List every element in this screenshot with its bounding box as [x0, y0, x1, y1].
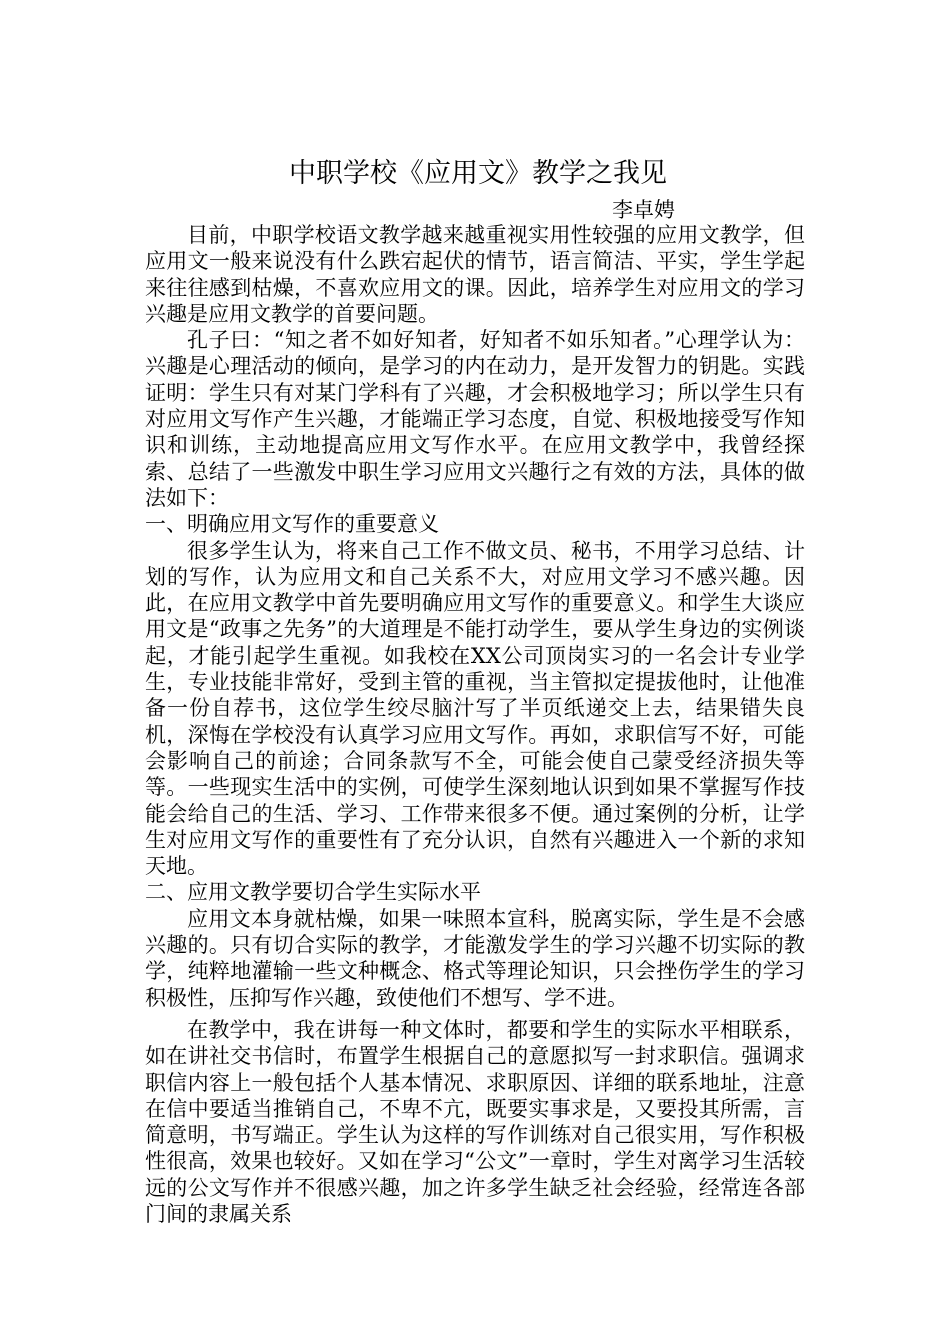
paragraph-practical-level: 应用文本身就枯燥，如果一味照本宣科，脱离实际，学生是不会感兴趣的。只有切合实际的教学，才能激发学生的学习兴趣不切实际的教学，纯粹地灌输一些文种概念、格式等理论知识，只会挫伤学生的学习积极性，压抑写作兴趣，致使他们不想写、学不进。: [145, 906, 805, 1010]
section-heading-1: 一、明确应用文写作的重要意义: [145, 512, 439, 537]
paragraph-intro: 目前，中职学校语文教学越来越重视实用性较强的应用文教学，但应用文一般来说没有什么跌宕起伏的情节，语言简洁、平实，学生学起来往往感到枯燥，不喜欢应用文的课。因此，培养学生对应用文的学习兴趣是应用文教学的首要问题。: [145, 223, 805, 326]
paragraph-teaching-example: 在教学中，我在讲每一种文体时，都要和学生的实际水平相联系，如在讲社交书信时，布置学生根据自己的意愿拟写一封求职信。强调求职信内容上一般包括个人基本情况、求职原因、详细的联系地址，注意在信中要适当推销自己，不卑不亢，既要实事求是，又要投其所需，言简意明，书写端正。学生认为这样的写作训练对自己很实用，写作积极性很高，效果也较好。又如在学习“公文”一章时，学生对离学习生活较远的公文写作并不很感兴趣，加之许多学生缺乏社会经验，经常连各部门间的隶属关系: [145, 1017, 805, 1226]
document-page: [145, 150, 805, 1227]
document-author: 李卓娉: [612, 198, 675, 222]
paragraph-confucius: 孔子曰：“知之者不如好知者，好知者不如乐知者。”心理学认为：兴趣是心理活动的倾向，是学习的内在动力，是开发智力的钥匙。实践证明：学生只有对某门学科有了兴趣，才会积极地学习；所以学生只有对应用文写作产生兴趣，才能端正学习态度，自觉、积极地接受写作知识和训练，主动地提高应用文写作水平。在应用文教学中，我曾经探索、总结了一些激发中职生学习应用文兴趣行之有效的方法，具体的做法如下：: [145, 328, 805, 510]
document-title: 中职学校《应用文》教学之我见: [289, 158, 667, 189]
document-body: [145, 222, 805, 1227]
section-heading-2: 二、应用文教学要切合学生实际水平: [145, 880, 481, 905]
paragraph-importance: 很多学生认为，将来自己工作不做文员、秘书，不用学习总结、计划的写作，认为应用文和自己关系不大，对应用文学习不感兴趣。因此，在应用文教学中首先要明确应用文写作的重要意义。和学生大谈应用文是“政事之先务”的大道理是不能打动学生，要从学生身边的实例谈起，才能引起学生重视。如我校在XX公司顶岗实习的一名会计专业学生，专业技能非常好，受到主管的重视，当主管拟定提拔他时，让他准备一份自荐书，这位学生绞尽脑汁写了半页纸递交上去，结果错失良机，深悔在学校没有认真学习应用文写作。再如，求职信写不好，可能会影响自己的前途；合同条款写不全，可能会使自己蒙受经济损失等等。一些现实生活中的实例，可使学生深刻地认识到如果不掌握写作技能会给自己的生活、学习、工作带来很多不便。通过案例的分析，让学生对应用文写作的重要性有了充分认识，自然有兴趣进入一个新的求知天地。: [145, 538, 805, 879]
